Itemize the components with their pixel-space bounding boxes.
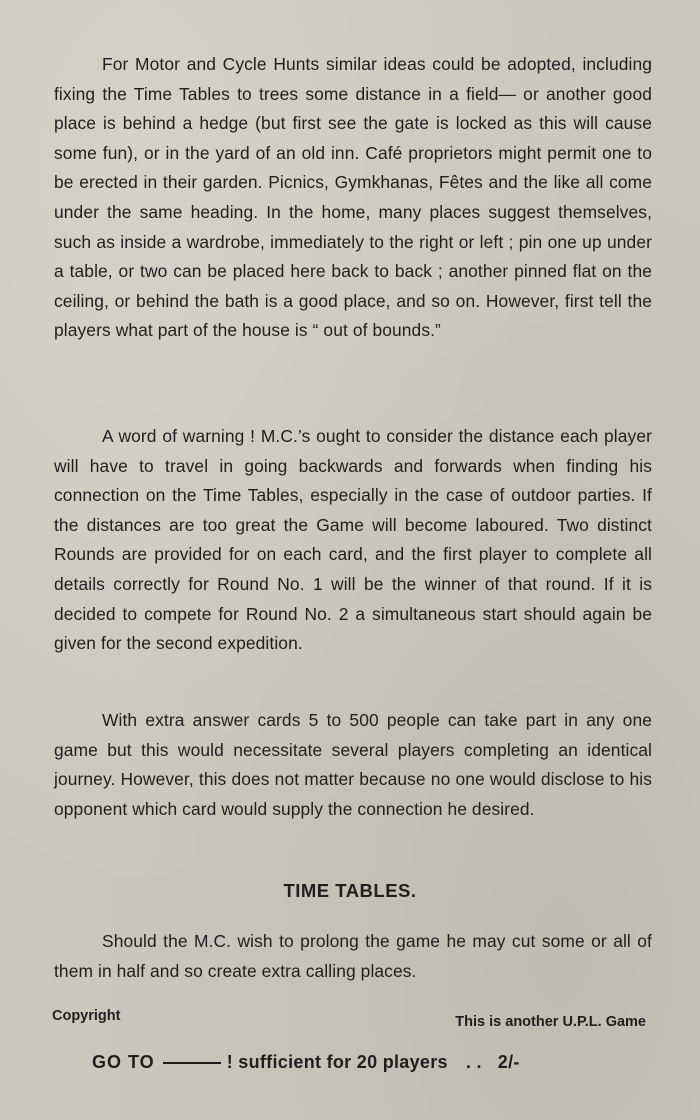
- paragraph-extra-answer-cards: [54, 706, 652, 824]
- paragraph-text: A word of warning ! M.C.’s ought to consider the distance each player will have to travel in going backwards and forwards when finding his connection on the Time Tables, especially in the case of outdoor parties. If the distances are too great the Game will become laboured. Two distinct Rounds are provided for on each card, and the first player to complete all details correctly for Round No. 1 will be the winner of that round. If it is decided to compete for Round No. 2 a simultaneous start should again be given for the second expedition.: [54, 426, 652, 654]
- copyright-label: Copyright: [52, 1008, 121, 1024]
- paragraph-time-tables: [54, 927, 652, 986]
- price-label: 2/-: [497, 1052, 520, 1072]
- paragraph-word-of-warning: [54, 422, 652, 659]
- game-title-go-to: GO TO: [92, 1052, 155, 1072]
- upl-game-note: This is another U.P.L. Game: [455, 1014, 646, 1030]
- players-note: ! sufficient for 20 players: [226, 1052, 448, 1072]
- dash-divider: [163, 1062, 221, 1064]
- paragraph-motor-cycle-hunts: [54, 50, 652, 346]
- paragraph-text: For Motor and Cycle Hunts similar ideas could be adopted, including fixing the Time Tables to trees some distance in a field— or another good place is behind a hedge (but first see the gate is locked as this will cause some fun), or in the yard of an old inn. Café proprietors might permit one to be erected in their garden. Picnics, Gymkhanas, Fêtes and the like all come under the same heading. In the home, many places suggest themselves, such as inside a wardrobe, immediately to the right or left ; pin one up under a table, or two can be placed here back to back ; another pinned flat on the ceiling, or behind the bath is a good place, and so on. However, first tell the players what part of the house is “ out of bounds.”: [54, 54, 652, 341]
- footer-title-row: [92, 1052, 610, 1073]
- section-heading: TIME TABLES.: [283, 880, 417, 901]
- paragraph-text: With extra answer cards 5 to 500 people can take part in any one game but this would necessitate several players completing an identical journey. However, this does not matter because no one would disclose to his opponent which card would supply the connection he desired.: [54, 710, 652, 819]
- leader-dots: . .: [465, 1052, 482, 1072]
- paragraph-text: Should the M.C. wish to prolong the game he may cut some or all of them in half and so create extra calling places.: [54, 931, 652, 981]
